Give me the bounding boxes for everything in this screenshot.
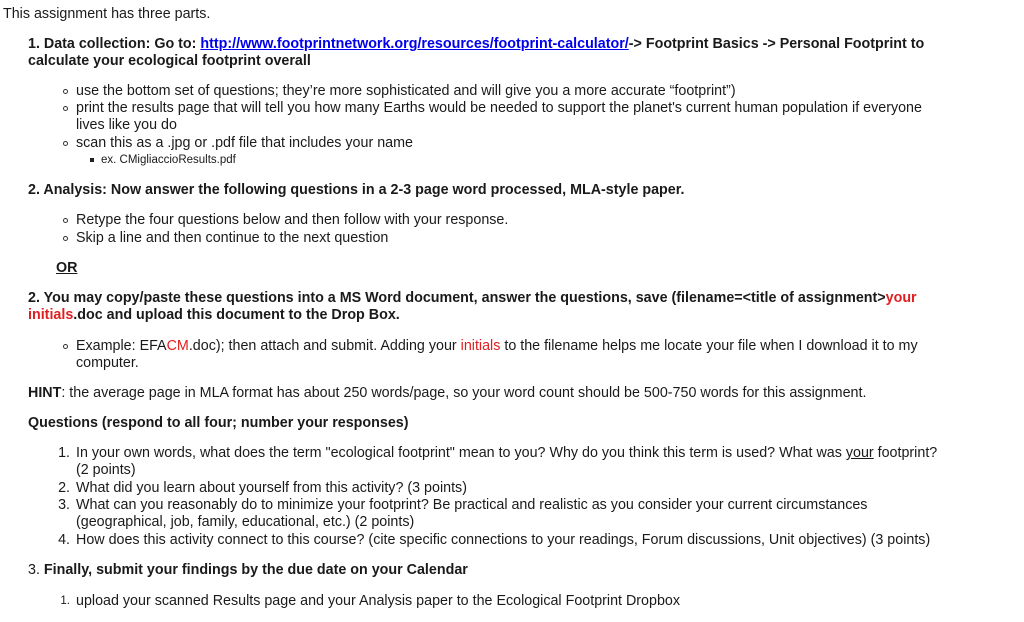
part3-item: upload your scanned Results page and your Analysis paper to the Ecological Footprint Dropbox xyxy=(76,593,681,609)
example-end: to the filename helps me locate your file when I download it to my xyxy=(500,338,918,354)
part1-bullet-1: use the bottom set of questions; they’re more sophisticated and will give you a more accurate “footprint”) xyxy=(76,83,736,99)
question-3-cont: (geographical, job, family, educational, etc.) (2 points) xyxy=(76,514,415,530)
or-label xyxy=(56,260,77,277)
bullet-icon xyxy=(63,106,68,111)
part2-bullet-2: Skip a line and then continue to the next question xyxy=(76,230,389,246)
part3-item-number: 1. xyxy=(60,595,70,607)
part3-heading xyxy=(28,562,468,579)
part1-heading xyxy=(28,36,924,53)
q1-end: footprint? xyxy=(873,445,938,461)
question-4: How does this activity connect to this course? (cite specific connections to your readings, Forum discussions, Unit objectives) (3 points) xyxy=(76,532,931,548)
question-3: What can you reasonably do to minimize your footprint? Be practical and realistic as you consider your current circumstances xyxy=(76,497,868,513)
question-number: 1. xyxy=(58,445,70,461)
hint-line xyxy=(28,385,866,402)
q1-start: In your own words, what does the term "ecological footprint" mean to you? Why do you think this term is used? What was xyxy=(76,445,846,461)
question-1 xyxy=(76,445,937,462)
hint-text: : the average page in MLA format has about 250 words/page, so your word count should be 500-750 words for this assignment. xyxy=(61,385,867,401)
part1-heading-end: -> Footprint Basics -> Personal Footprint to xyxy=(628,36,925,52)
part2-bullet-1: Retype the four questions below and then follow with your response. xyxy=(76,212,509,228)
bullet-icon xyxy=(63,141,68,146)
part1-bullet-2: print the results page that will tell you how many Earths would be needed to support the planet's current human population if everyone xyxy=(76,100,922,116)
example-initials: initials xyxy=(460,338,501,354)
questions-heading: Questions (respond to all four; number your responses) xyxy=(28,415,409,431)
example-mid: .doc); then attach and submit. Adding your xyxy=(188,338,461,354)
question-2: What did you learn about yourself from this activity? (3 points) xyxy=(76,480,467,496)
part2-example-cont: computer. xyxy=(76,355,139,371)
square-bullet-icon xyxy=(90,158,94,162)
bullet-icon xyxy=(63,218,68,223)
bullet-icon xyxy=(63,344,68,349)
part2-alt-your: your xyxy=(885,290,917,306)
part2-alt-heading-cont xyxy=(28,307,400,324)
part2-alt-initials: initials xyxy=(28,307,74,323)
hint-label: HINT xyxy=(28,385,62,401)
part1-bullet-2-cont: lives like you do xyxy=(76,117,177,133)
bullet-icon xyxy=(63,236,68,241)
part2-alt-start: 2. You may copy/paste these questions into a MS Word document, answer the questions, save (filename=<title of assignment> xyxy=(28,290,886,306)
q1-your: your xyxy=(845,445,874,461)
part2-alt-end: .doc and upload this document to the Drop Box. xyxy=(73,307,400,323)
example-cm: CM xyxy=(166,338,189,354)
intro-text: This assignment has three parts. xyxy=(3,6,211,22)
part1-bullet-3: scan this as a .jpg or .pdf file that includes your name xyxy=(76,135,413,151)
question-1-cont: (2 points) xyxy=(76,462,136,478)
part1-sub-bullet: ex. CMigliaccioResults.pdf xyxy=(101,154,236,166)
part2-heading: 2. Analysis: Now answer the following questions in a 2-3 page word processed, MLA-style paper. xyxy=(28,182,685,198)
or-text: OR xyxy=(56,260,78,276)
bullet-icon xyxy=(63,89,68,94)
example-start: Example: EFA xyxy=(76,338,167,354)
footprint-calculator-link[interactable]: http://www.footprintnetwork.org/resources/footprint-calculator/ xyxy=(200,36,629,52)
part1-heading-start: 1. Data collection: Go to: xyxy=(28,36,201,52)
part1-heading-cont: calculate your ecological footprint overall xyxy=(28,53,311,69)
part3-number: 3. xyxy=(28,562,44,578)
part2-alt-heading xyxy=(28,290,917,307)
question-number: 4. xyxy=(58,532,70,548)
question-number: 2. xyxy=(58,480,70,496)
part2-example xyxy=(76,338,918,355)
question-number: 3. xyxy=(58,497,70,513)
part3-heading-text: Finally, submit your findings by the due date on your Calendar xyxy=(43,562,468,578)
